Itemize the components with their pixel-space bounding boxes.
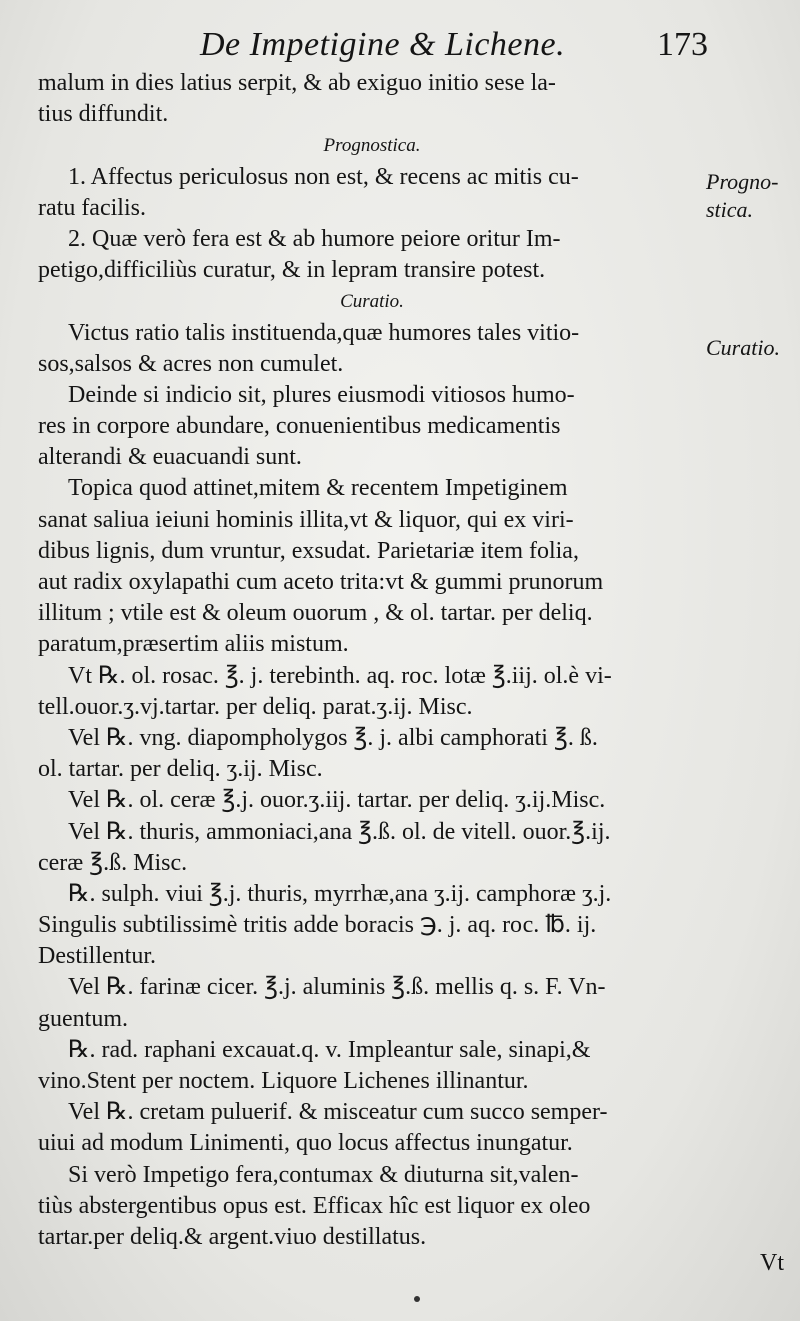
text-line: guentum. [38, 1005, 128, 1032]
text-line: tius diffundit. [38, 101, 169, 128]
margin-note-line: Progno- [706, 169, 779, 194]
margin-note-line: stica. [706, 197, 754, 222]
text-line: ceræ ℥.ß. Misc. [38, 849, 188, 876]
text-line: vino.Stent per noctem. Liquore Lichenes illinantur. [38, 1068, 529, 1094]
section-heading: Prognostica. [323, 135, 421, 157]
text-line: tell.ouor.ʒ.vj.tartar. per deliq. parat.ʒ.ij. Misc. [38, 693, 473, 720]
text-line: Vel ℞. cretam puluerif. & misceatur cum succo semper- [68, 1099, 608, 1126]
text-line: paratum,præsertim aliis mistum. [38, 631, 349, 658]
text-line: tartar.per deliq.& argent.viuo destillatus. [38, 1223, 427, 1250]
page-number: 173 [657, 26, 708, 63]
text-line: dibus lignis, dum vruntur, exsudat. Parietariæ item folia, [38, 537, 579, 564]
ink-speck [414, 1296, 420, 1302]
text-line: Vel ℞. thuris, ammoniaci,ana ℥.ß. ol. de vitell. ouor.℥.ij. [68, 818, 611, 845]
text-line: Topica quod attinet,mitem & recentem Impetiginem [68, 475, 568, 502]
catchword: Vt [760, 1250, 784, 1276]
text-line: Vel ℞. farinæ cicer. ℥.j. aluminis ℥.ß. mellis q. s. F. Vn- [68, 974, 606, 1001]
text-line: Si verò Impetigo fera,contumax & diuturna sit,valen- [68, 1161, 579, 1188]
text-line: sanat saliua ieiuni hominis illita,vt & liquor, qui ex viri- [38, 506, 574, 533]
margin-note-line: Curatio. [706, 335, 780, 360]
text-line: 2. Quæ verò fera est & ab humore peiore oritur Im- [68, 225, 561, 252]
text-line: Vel ℞. vng. diapompholygos ℥. j. albi camphorati ℥. ß. [68, 724, 598, 751]
text-line: Vel ℞. ol. ceræ ℥.j. ouor.ʒ.iij. tartar. per deliq. ʒ.ij.Misc. [68, 787, 606, 814]
text-line: Victus ratio talis instituenda,quæ humores tales vitio- [68, 319, 580, 346]
text-line: ℞. sulph. viui ℥.j. thuris, myrrhæ,ana ʒ.ij. camphoræ ʒ.j. [68, 880, 612, 907]
margin-note-prognostica [706, 168, 779, 224]
text-line: 1. Affectus periculosus non est, & recens ac mitis cu- [68, 163, 579, 190]
section-heading: Curatio. [340, 291, 404, 313]
text-line: Destillentur. [38, 943, 156, 970]
text-line: Deinde si indicio sit, plures eiusmodi vitiosos humo- [68, 381, 575, 408]
text-line: ol. tartar. per deliq. ʒ.ij. Misc. [38, 756, 323, 783]
margin-note-curatio [706, 334, 780, 362]
text-line: malum in dies latius serpit, & ab exiguo initio sese la- [38, 70, 556, 96]
text-line: alterandi & euacuandi sunt. [38, 444, 302, 471]
text-body [38, 68, 706, 1253]
text-line: ℞. rad. raphani excauat.q. v. Impleantur sale, sinapi,& [68, 1036, 591, 1063]
running-title: De Impetigine & Lichene. [200, 26, 566, 63]
text-line: Singulis subtilissimè tritis adde boracis ℈. j. aq. rос. ℔. ij. [38, 912, 597, 939]
text-line: Vt ℞. ol. rosac. ℥. j. terebinth. aq. rос. lotæ ℥.iij. ol.è vi- [68, 662, 612, 689]
text-line: res in corpore abundare, conuenientibus medicamentis [38, 413, 561, 440]
text-line: tiùs abstergentibus opus est. Efficax hîc est liquor ex oleo [38, 1192, 591, 1219]
text-line: aut radix oxylapathi cum aceto trita:vt & gummi prunorum [38, 569, 604, 595]
running-header [200, 26, 720, 66]
text-line: illitum ; vtile est & oleum ouorum , & ol. tartar. per deliq. [38, 600, 593, 627]
text-line: sos,salsos & acres non cumulet. [38, 350, 344, 377]
text-line: ratu facilis. [38, 194, 146, 221]
text-line: petigo,difficiliùs curatur, & in lepram transire potest. [38, 257, 546, 284]
text-line: uiui ad modum Linimenti, quo locus affectus inungatur. [38, 1130, 573, 1157]
